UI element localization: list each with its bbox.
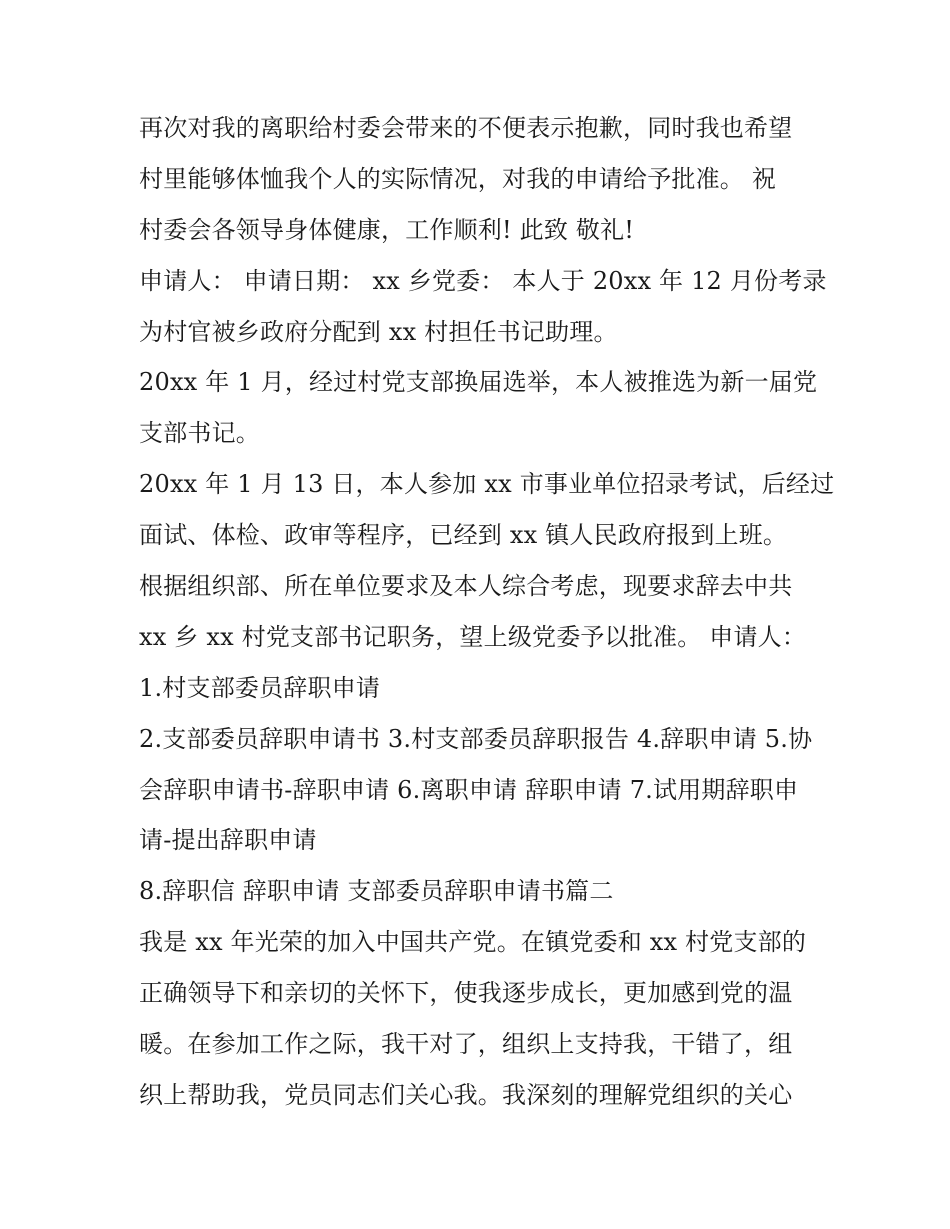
text-line: 正确领导下和亲切的关怀下，使我逐步成长，更加感到党的温 xyxy=(139,979,793,1008)
text-line: 20xx 年 1 月，经过村党支部换届选举，本人被推选为新一届党 xyxy=(139,368,818,397)
list-item: 请-提出辞职申请 xyxy=(139,826,317,855)
text-line: 支部书记。 xyxy=(139,419,260,448)
document-body xyxy=(139,103,835,1121)
text-line: 暖。在参加工作之际，我干对了，组织上支持我，干错了，组 xyxy=(139,1030,793,1059)
text-line: 再次对我的离职给村委会带来的不便表示抱歉，同时我也希望 xyxy=(139,114,793,142)
text-line: 我是 xx 年光荣的加入中国共产党。在镇党委和 xx 村党支部的 xyxy=(139,928,807,957)
text-line: 申请人： 申请日期： xx 乡党委： 本人于 20xx 年 12 月份考录 xyxy=(139,266,827,295)
text-line: 为村官被乡政府分配到 xx 村担任书记助理。 xyxy=(139,317,618,346)
text-line: 织上帮助我，党员同志们关心我。我深刻的理解党组织的关心 xyxy=(139,1080,793,1109)
list-item: 1.村支部委员辞职申请 xyxy=(139,673,381,702)
list-item: 会辞职申请书-辞职申请 6.离职申请 辞职申请 7.试用期辞职申 xyxy=(139,775,799,804)
text-line: 面试、体检、政审等程序，已经到 xx 镇人民政府报到上班。 xyxy=(139,521,788,550)
text-line: 20xx 年 1 月 13 日，本人参加 xx 市事业单位招录考试，后经过 xyxy=(139,470,835,499)
text-line: xx 乡 xx 村党支部书记职务，望上级党委予以批准。 申请人： xyxy=(139,622,807,651)
list-item: 2.支部委员辞职申请书 3.村支部委员辞职报告 4.辞职申请 5.协 xyxy=(139,724,813,753)
text-line: 村委会各领导身体健康，工作顺利! 此致 敬礼! xyxy=(139,215,635,244)
text-line: 根据组织部、所在单位要求及本人综合考虑，现要求辞去中共 xyxy=(139,572,793,601)
text-line: 村里能够体恤我个人的实际情况，对我的申请给予批准。 祝 xyxy=(139,164,777,193)
list-item: 8.辞职信 辞职申请 支部委员辞职申请书篇二 xyxy=(139,877,614,906)
